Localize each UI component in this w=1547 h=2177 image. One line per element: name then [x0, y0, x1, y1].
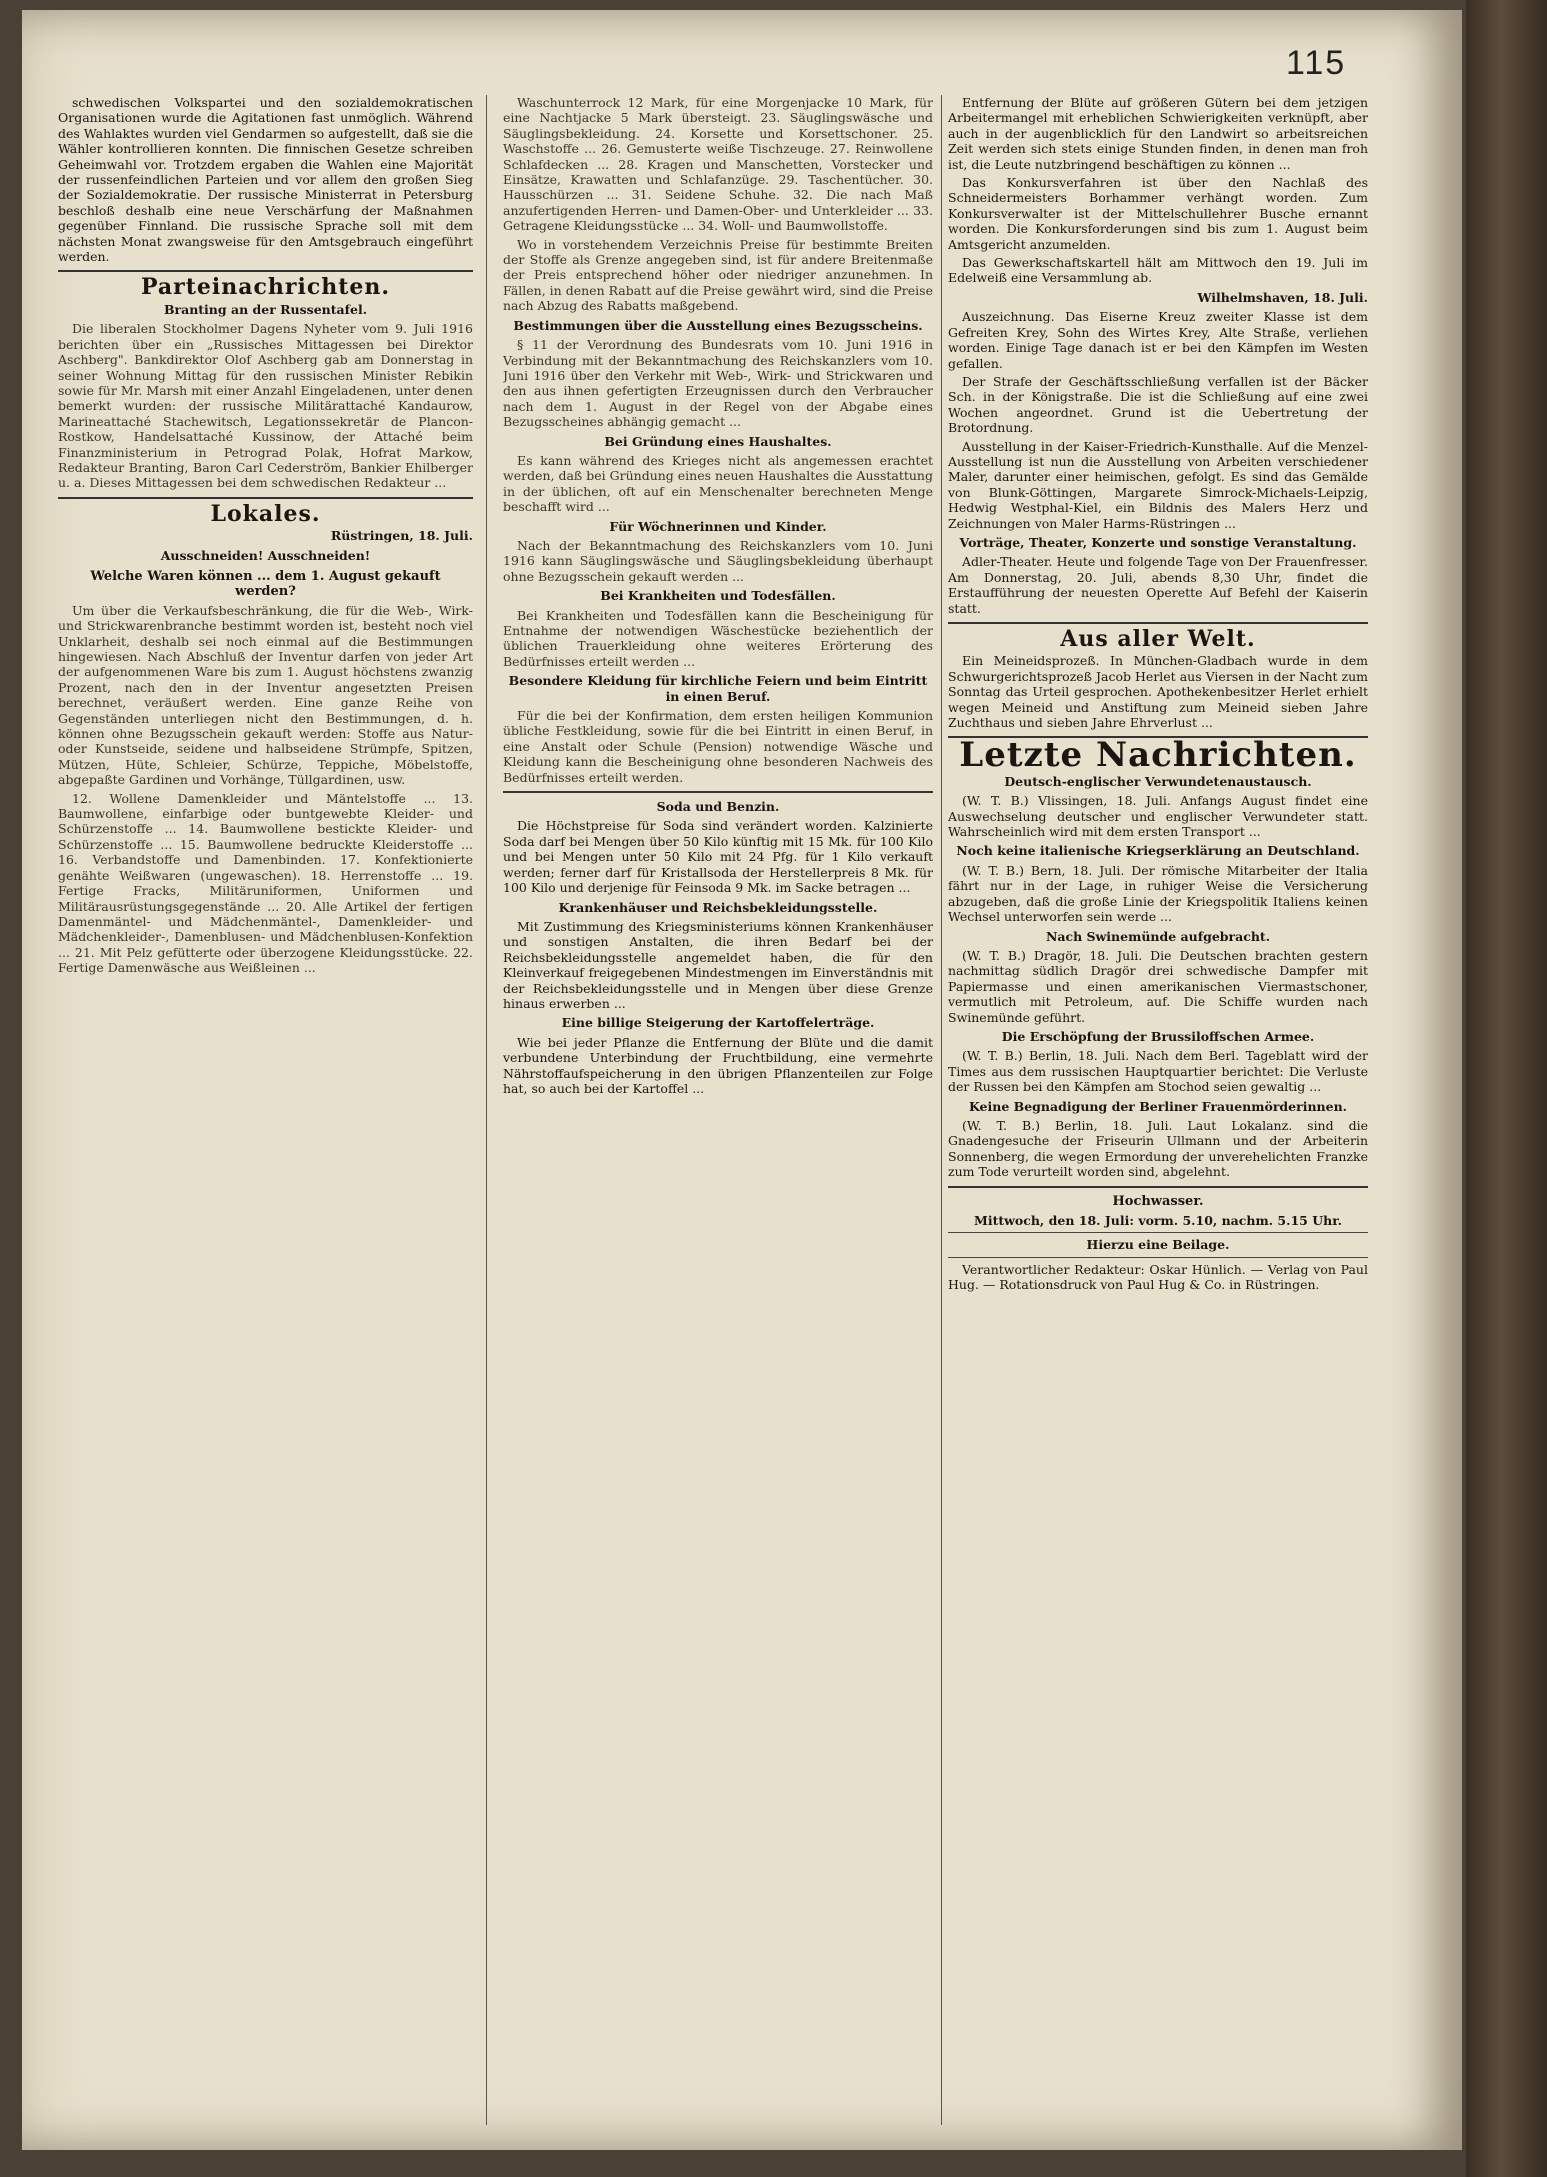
article-title: Bei Krankheiten und Todesfällen. [600, 588, 836, 604]
article-title: Eine billige Steigerung der Kartoffelerträge. [561, 1015, 875, 1031]
column-1 [58, 95, 473, 2115]
article-title: Vorträge, Theater, Konzerte und sonstige Veranstaltung. [959, 534, 1357, 550]
column-rule [941, 95, 942, 2125]
article-title: Keine Begnadigung der Berliner Frauenmörderinnen. [968, 1098, 1348, 1114]
article-text: § 11 der Verordnung des Bundesrats vom 10. Juni 1916 in Verbindung mit der Bekanntmachung des Reichskanzlers vom 10. Juni 1916 über den Verkehr mit Web-, Wirk- und Strickwaren und den aus ihnen gefertigten Erzeugnissen durch den Verbraucher nach dem 1. August in der Regel von der Abgabe eines Bezugsscheines abhängig gemacht ... [503, 337, 933, 430]
notice: Ausschneiden! Ausschneiden! [160, 547, 371, 563]
article-title: Krankenhäuser und Reichsbekleidungsstelle. [558, 899, 878, 915]
article-text: Das Konkursverfahren ist über den Nachlaß des Schneidermeisters Borhammer verhängt worden. Zum Konkursverwalter ist der Mittelschullehrer Busche ernannt worden. Die Konkursforderungen sind bis zum 1. August beim Amtsgericht anzumelden. [948, 175, 1368, 252]
article-title: Noch keine italienische Kriegserklärung an Deutschland. [956, 843, 1360, 859]
article-title: Soda und Benzin. [656, 799, 780, 815]
article-text: Ausstellung in der Kaiser-Friedrich-Kunsthalle. Auf die Menzel-Ausstellung ist nun die Ausstellung von Arbeiten verschiedener Maler, darunter einer heimischen, gefolgt. Es sind das Gemälde von Blunk-Göttingen, Margarete Simrock-Michaels-Leipzig, Hedwig Westphal-Kiel, ein Bildnis des Malers Herz und Zeichnungen von Maler Harms-Rüstringen ... [948, 438, 1368, 531]
article-text: Die liberalen Stockholmer Dagens Nyheter vom 9. Juli 1916 berichten über ein „Russisches Mittagessen bei Direktor Aschberg". Bankdirektor Olof Aschberg gab am Donnerstag in seiner Wohnung Mittag für den russischen Minister Rebikin sowie für Mr. Marsh mit einer Anzahl Eingeladenen, unter denen bemerkt wurden: der russische Militärattaché Kandaurow, Marineattaché Stachewitsch, Legationssekretär de Plancon-Rostkow, Handelsattaché Kussinow, der Attaché beim Finanzministerium in Petrograd Polak, Hofrat Markow, Redakteur Branting, Baron Carl Cederström, Bankier Ehilberger u. a. Dieses Mittagessen bei dem schwedischen Redakteur ... [58, 321, 473, 491]
divider [503, 791, 933, 793]
article-text: Adler-Theater. Heute und folgende Tage von Der Frauenfresser. Am Donnerstag, 20. Juli, abends 8,30 Uhr, findet die Erstaufführung der neuesten Operette Auf Befehl der Kaiserin statt. [948, 554, 1368, 616]
article-title: Nach Swinemünde aufgebracht. [1045, 928, 1271, 944]
article-text: (W. T. B.) Vlissingen, 18. Juli. Anfangs August findet eine Auswechselung deutscher und englischer Verwundeter statt. Wahrscheinlich wird mit dem ersten Transport ... [948, 793, 1368, 840]
article-title: Besondere Kleidung für kirchliche Feiern und beim Eintritt in einen Beruf. [508, 673, 928, 704]
article-title: Bestimmungen über die Ausstellung eines Bezugsscheins. [513, 317, 923, 333]
article-text: Nach der Bekanntmachung des Reichskanzlers vom 10. Juni 1916 kann Säuglingswäsche und Säuglingsbekleidung überhaupt ohne Bezugsschein gekauft werden ... [503, 537, 933, 584]
section-heading: Parteinachrichten. [140, 274, 391, 301]
article-text: Auszeichnung. Das Eiserne Kreuz zweiter Klasse ist dem Gefreiten Krey, Sohn des Wirtes Krey, Alte Straße, verliehen worden. Einige Tage danach ist er bei den Kämpfen im Westen gefallen. [948, 309, 1368, 371]
article-text: Mit Zustimmung des Kriegsministeriums können Krankenhäuser und sonstigen Anstalten, die ihren Bedarf bei der Reichsbekleidungsstelle angemeldet haben, die für den Kleinverkauf freigegebenen Mindestmengen im Einverständnis mit der Reichsbekleidungsstelle und in Mengen über diese Grenze hinaus erwerben ... [503, 918, 933, 1011]
divider [948, 622, 1368, 624]
article-text: Um über die Verkaufsbeschränkung, die für die Web-, Wirk- und Strickwarenbranche bestimmt worden ist, besteht noch viel Unklarheit, deshalb sei noch einmal auf die Bestimmungen hingewiesen. Nach Abschluß der Inventur darfen von jeder Art der aufgenommenen Ware bis zum 1. August höchstens zwanzig Prozent, nach den in der Inventur angesetzten Preisen berechnet, veräußert werden. Eine ganze Reihe von Gegenständen unterliegen nicht den Bestimmungen, d. h. können ohne Bezugsschein gekauft werden: Stoffe aus Natur- oder Kunstseide, seidene und halbseidene Strümpfe, Spitzen, Mützen, Hüte, Schleier, Schürze, Teppiche, Möbelstoffe, abgepaßte Gardinen und Vorhänge, Tüllgardinen, usw. [58, 602, 473, 788]
column-3 [948, 95, 1368, 2115]
article-text: Wo in vorstehendem Verzeichnis Preise für bestimmte Breiten der Stoffe als Grenze angegeben sind, ist für andere Breitenmaße der Preis entsprechend höher oder niedriger anzunehmen. In Fällen, in denen Rabatt auf die Preise gewährt wird, sind die Preise nach Abzug des Rabatts maßgebend. [503, 236, 933, 314]
article-text: Bei Krankheiten und Todesfällen kann die Bescheinigung für Entnahme der notwendigen Wäschestücke beziehentlich der üblichen Trauerkleidung ohne weiteres Erörterung des Bedürfnisses erteilt werden ... [503, 607, 933, 669]
section-heading: Letzte Nachrichten. [959, 735, 1357, 776]
divider [58, 497, 473, 499]
article-text: Die Höchstpreise für Soda sind verändert worden. Kalzinierte Soda darf bei Mengen über 50 Kilo künftig mit 15 Mk. für 100 Kilo und bei Mengen unter 50 Kilo mit 24 Pfg. für 1 Kilo verkauft werden; ferner darf für Kristallsoda der Herstellerpreis 8 Mk. für 100 Kilo und derjenige für Feinsoda 9 Mk. im Sacke betragen ... [503, 818, 933, 896]
column-rule [486, 95, 487, 2125]
article-text: (W. T. B.) Berlin, 18. Juli. Nach dem Berl. Tageblatt wird der Times aus dem russischen Hauptquartier berichtet: Die Verluste der Russen bei den Kämpfen am Stochod seien gewaltig ... [948, 1048, 1368, 1095]
article-text: (W. T. B.) Berlin, 18. Juli. Laut Lokalanz. sind die Gnadengesuche der Friseurin Ullmann und der Arbeiterin Sonnenberg, die wegen Ermordung der unverehelichten Franzke zum Tode verurteilt worden sind, abgelehnt. [948, 1117, 1368, 1180]
article-text: Ein Meineidsprozeß. In München-Gladbach wurde in dem Schwurgerichtsprozeß Jacob Herlet aus Viersen in der Nacht zum Sonntag das Urteil gesprochen. Apothekenbesitzer Herlet erhielt wegen Meineid und Anstiftung zum Meineid sieben Jahre Zuchthaus und sieben Jahre Ehrverlust ... [948, 653, 1368, 731]
column-2 [503, 95, 933, 2115]
article-text: schwedischen Volkspartei und den sozialdemokratischen Organisationen wurde die Agitationen fast unmöglich. Während des Wahlaktes wurden viel Gendarmen so aufgestellt, daß sie die Wähler kontrollieren konnten. Die finnischen Gesetze schreiben Geheimwahl vor. Trotzdem ergaben die Wahlen eine Majorität der russenfeindlichen Parteien und vor allem den großen Sieg der Sozialdemokratie. Der russische Ministerrat in Petersburg beschloß deshalb eine neue Verschärfung der Maßnahmen gegenüber Finnland. Die russische Sprache soll mit dem nächsten Monat zwangsweise für den Amtsgebrauch eingeführt werden. [58, 95, 473, 265]
divider [58, 270, 473, 272]
section-heading: Aus aller Welt. [1060, 626, 1256, 652]
divider [948, 1257, 1368, 1258]
article-title: Welche Waren können ... dem 1. August gekauft werden? [90, 568, 441, 600]
article-text: (W. T. B.) Dragör, 18. Juli. Die Deutschen brachten gestern nachmittag südlich Dragör drei schwedische Dampfer mit Papiermasse und einen amerikanischen Viermastschoner, vermutlich mit Petroleum, auf. Die Schiffe wurden nach Swinemünde geführt. [948, 947, 1368, 1025]
article-text: 12. Wollene Damenkleider und Mäntelstoffe ... 13. Baumwollene, einfarbige oder buntgewebte Kleider- und Schürzenstoffe ... 14. Baumwollene bestickte Kleider- und Schürzenstoffe ... 15. Baumwollene bedruckte Kleiderstoffe ... 16. Verbandstoffe und Damenbinden. 17. Konfektionierte genähte Weißwaren (ungewaschen). 18. Herrenstoffe ... 19. Fertige Fracks, Militäruniformen, Uniformen und Militärausrüstungsgegenstände ... 20. Alle Artikel der fertigen Damenmäntel- und Mädchenmäntel-, Damenkleider- und Mädchenkleider-, Damenblusen- und Mädchenblusen-Konfektion ... 21. Mit Pelz gefütterte oder überzogene Kleidungsstücke. 22. Fertige Damenwäsche aus Weißleinen ... [58, 790, 473, 976]
article-text: Das Gewerkschaftskartell hält am Mittwoch den 19. Juli im Edelweiß eine Versammlung ab. [948, 255, 1368, 286]
book-binding [1466, 0, 1547, 2177]
article-title: Die Erschöpfung der Brussiloffschen Armee. [1001, 1028, 1315, 1044]
article-text: (W. T. B.) Bern, 18. Juli. Der römische Mitarbeiter der Italia fährt nur in der Lage, in ruhiger Weise die Versicherung abzugeben, daß die große Linie der Kriegspolitik Italiens keinen Wechsel unterworfen sein werde ... [948, 862, 1368, 925]
supplement-note: Hierzu eine Beilage. [1086, 1237, 1230, 1253]
article-text: Wie bei jeder Pflanze die Entfernung der Blüte und die damit verbundene Unterbindung der Fruchtbildung, eine vermehrte Nährstoffaufspeicherung in den übrigen Pflanzenteilen zur Folge hat, so auch bei der Kartoffel ... [503, 1034, 933, 1096]
divider [948, 1232, 1368, 1233]
imprint: Verantwortlicher Redakteur: Oskar Hünlich. — Verlag von Paul Hug. — Rotationsdruck von Paul Hug & Co. in Rüstringen. [948, 1261, 1368, 1293]
article-title: Bei Gründung eines Haushaltes. [604, 433, 832, 449]
divider [948, 1186, 1368, 1188]
dateline: Wilhelmshaven, 18. Juli. [1197, 289, 1368, 305]
section-heading: Hochwasser. [1112, 1193, 1204, 1209]
page-number: 115 [1286, 44, 1347, 82]
article-text: Es kann während des Krieges nicht als angemessen erachtet werden, daß bei Gründung eines neuen Haushaltes die Ausstattung in der üblichen, oft auf ein Menschenalter berechneten Menge beschafft wird ... [503, 452, 933, 515]
section-heading: Lokales. [210, 500, 321, 527]
dateline: Rüstringen, 18. Juli. [330, 528, 473, 544]
article-title: Deutsch-englischer Verwundetenaustausch. [1004, 773, 1312, 789]
article-text: Waschunterrock 12 Mark, für eine Morgenjacke 10 Mark, für eine Nachtjacke 5 Mark übersteigt. 23. Säuglingswäsche und Säuglingsbekleidung. 24. Korsette und Korsettschoner. 25. Waschstoffe ... 26. Gemusterte weiße Tischzeuge. 27. Reinwollene Schlafdecken ... 28. Kragen und Manschetten, Vorstecker und Einsätze, Krawatten und Schlafanzüge. 29. Taschentücher. 30. Hausschürzen ... 31. Seidene Schuhe. 32. Die nach Maß anzufertigenden Herren- und Damen-Ober- und Unterkleider ... 33. Getragene Kleidungsstücke ... 34. Woll- und Baumwollstoffe. [503, 95, 933, 234]
article-text: Der Strafe der Geschäftsschließung verfallen ist der Bäcker Sch. in der Königstraße. Die ist die Schließung auf eine zwei Wochen angeordnet. Grund ist die Uebertretung der Brotordnung. [948, 373, 1368, 436]
article-text: Für die bei der Konfirmation, dem ersten heiligen Kommunion übliche Festkleidung, sowie für die bei Eintritt in einen Beruf, in eine Anstalt oder Schule (Pension) notwendige Wäsche und Kleidung kann die Bescheinigung ohne besonderen Nachweis des Bedürfnisses erteilt werden. [503, 708, 933, 785]
article-title: Für Wöchnerinnen und Kinder. [609, 518, 827, 534]
article-title: Branting an der Russentafel. [163, 301, 368, 317]
tide-times: Mittwoch, den 18. Juli: vorm. 5.10, nachm. 5.15 Uhr. [974, 1213, 1342, 1228]
page-scan [8, 0, 1547, 2177]
article-text: Entfernung der Blüte auf größeren Gütern bei dem jetzigen Arbeitermangel mit erheblichen Schwierigkeiten verknüpft, aber auch in der augenblicklich für den Landwirt so arbeitsreichen Zeit werden sich stets einige Stunden finden, in denen man froh ist, die Leute nutzbringend beschäftigen zu können ... [948, 95, 1368, 172]
